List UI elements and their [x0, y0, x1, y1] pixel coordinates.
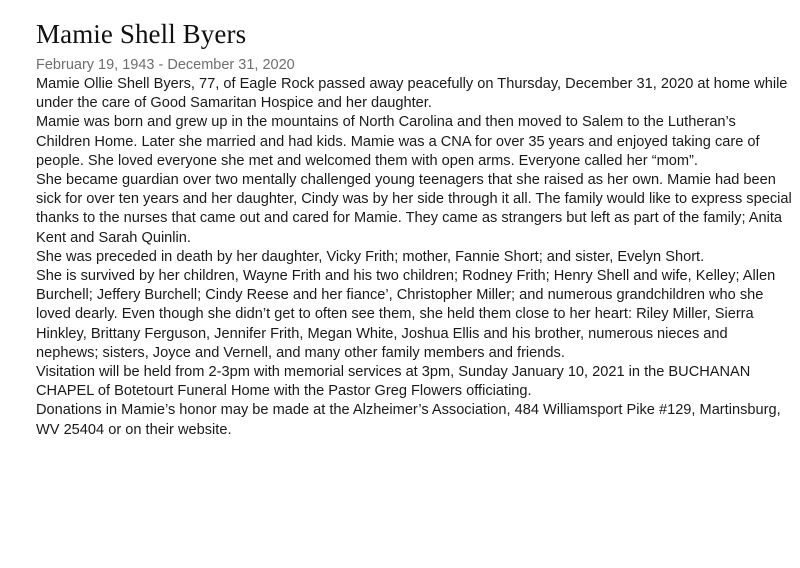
obituary-page: [36, 16, 792, 440]
obituary-paragraph-preceded: She was preceded in death by her daughter, Vicky Frith; mother, Fannie Short; and sister, Evelyn Short.: [36, 248, 705, 265]
obituary-paragraph-family-thanks: She became guardian over two mentally challenged young teenagers that she raised as her own. Mamie had been sick for over ten years and her daughter, Cindy was by her side through it all. The family would like to express special thanks to the nurses that came out and cared for Mamie. They came as strangers but left as part of the family; Anita Kent and Sarah Quinlin.: [36, 172, 792, 246]
obituary-name-heading: Mamie Shell Byers: [36, 19, 247, 49]
obituary-paragraph-announcement: Mamie Ollie Shell Byers, 77, of Eagle Rock passed away peacefully on Thursday, December 31, 2020 at home while under the care of Good Samaritan Hospice and her daughter.: [36, 76, 788, 112]
obituary-paragraph-survivors: She is survived by her children, Wayne Frith and his two children; Rodney Frith; Henry Shell and wife, Kelley; Allen Burchell; Jeffery Burchell; Cindy Reese and her fiance’, Christopher Miller; and numerous grandchildren who she loved dearly. Even though she didn’t get to often see them, she held them close to her heart: Riley Miller, Sierra Hinkley, Brittany Ferguson, Jennifer Frith, Megan White, Joshua Ellis and his brother, numerous nieces and nephews; sisters, Joyce and Vernell, and many other family members and friends.: [36, 268, 776, 361]
obituary-paragraph-services: Visitation will be held from 2-3pm with memorial services at 3pm, Sunday January 10, 2021 in the BUCHANAN CHAPEL of Botetourt Funeral Home with the Pastor Greg Flowers officiating.: [36, 364, 751, 400]
obituary-body: [36, 75, 792, 440]
obituary-paragraph-life: Mamie was born and grew up in the mountains of North Carolina and then moved to Salem to the Lutheran’s Children Home. Later she married and had kids. Mamie was a CNA for over 35 years and enjoyed taking care of people. She loved everyone she met and welcomed them with open arms. Everyone called her “mom”.: [36, 114, 760, 169]
obituary-dates: February 19, 1943 - December 31, 2020: [36, 57, 295, 73]
obituary-paragraph-donations: Donations in Mamie’s honor may be made at the Alzheimer’s Association, 484 Williamsport Pike #129, Martinsburg, WV 25404 or on their website.: [36, 402, 781, 438]
